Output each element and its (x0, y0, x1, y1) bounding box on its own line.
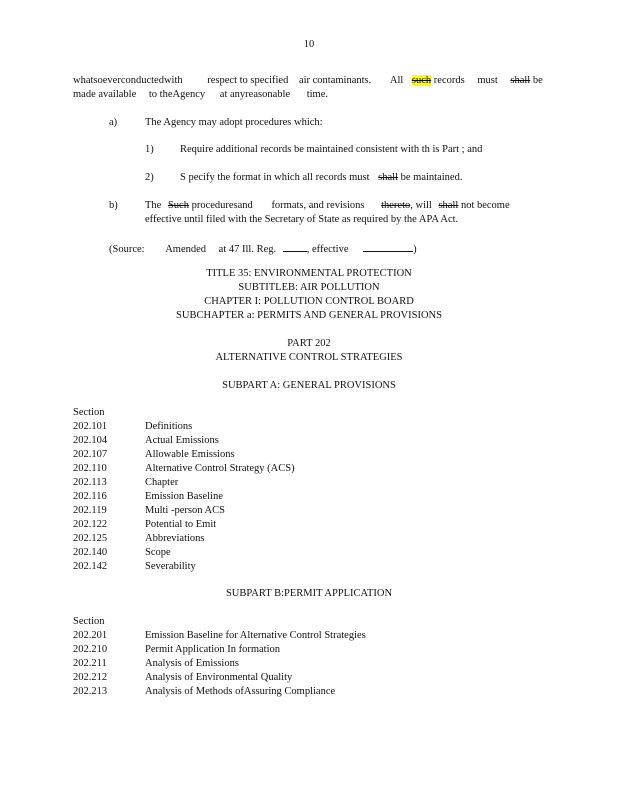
section-title: Severability (145, 561, 196, 572)
subtitle-heading: SUBTITLEB: AIR POLLUTION (238, 282, 380, 293)
blank-effective-date (363, 241, 413, 252)
section-number: 202.142 (73, 561, 108, 572)
title-heading: TITLE 35: ENVIRONMENTAL PROTECTION (206, 268, 412, 279)
section-title: Multi -person ACS (145, 505, 225, 516)
section-title: Permit Application In formation (145, 644, 281, 655)
deleted-word: thereto (381, 200, 411, 211)
part-name-heading: ALTERNATIVE CONTROL STRATEGIES (215, 352, 403, 363)
section-title: Analysis of Methods ofAssuring Compliance (145, 686, 336, 697)
section-title: Emission Baseline for Alternative Control Strategies (145, 630, 366, 641)
subpart-a-heading: SUBPART A: GENERAL PROVISIONS (222, 380, 396, 391)
section-number: 202.201 (73, 630, 108, 641)
section-number: 202.212 (73, 672, 108, 683)
item-a-label: a) (109, 117, 118, 128)
section-title: Chapter (145, 477, 179, 488)
intro-line-2: made available to theAgency at anyreasonable time. (73, 89, 328, 100)
deleted-word: shall (378, 172, 399, 183)
part-heading: PART 202 (287, 338, 331, 349)
section-title: Alternative Control Strategy (ACS) (145, 463, 295, 474)
section-number: 202.104 (73, 435, 108, 446)
deleted-word: shall (438, 200, 459, 211)
blank-register-page (283, 241, 307, 252)
section-number: 202.119 (73, 505, 107, 516)
sub-2-label: 2) (145, 172, 154, 183)
section-title: Allowable Emissions (145, 449, 235, 460)
chapter-heading: CHAPTER I: POLLUTION CONTROL BOARD (204, 296, 414, 307)
section-label: Section (73, 407, 105, 418)
section-number: 202.116 (73, 491, 107, 502)
section-title: Definitions (145, 421, 193, 432)
section-title: Scope (145, 547, 171, 558)
section-title: Potential to Emit (145, 519, 217, 530)
source-note: (Source: Amended at 47 Ill. Reg. , effective ) (109, 241, 417, 256)
subpart-b-heading: SUBPART B:PERMIT APPLICATION (225, 588, 393, 599)
section-number: 202.125 (73, 533, 108, 544)
deleted-word: shall (510, 75, 531, 86)
subchapter-heading: SUBCHAPTER a: PERMITS AND GENERAL PROVISIONS (176, 310, 442, 321)
item-b-line-1: The Such proceduresand formats, and revisions thereto, will shall not become (145, 200, 510, 211)
section-title: Actual Emissions (145, 435, 219, 446)
item-b-label: b) (109, 200, 118, 211)
section-number: 202.122 (73, 519, 108, 530)
highlighted-deleted-word: such (411, 75, 432, 86)
section-title: Analysis of Emissions (145, 658, 239, 669)
section-number: 202.211 (73, 658, 107, 669)
section-label: Section (73, 616, 105, 627)
intro-line-1: whatsoeverconductedwith respect to specified air contaminants. All such records must shall be (73, 75, 543, 86)
section-number: 202.101 (73, 421, 108, 432)
sub-1-text: Require additional records be maintained consistent with th is Part ; and (180, 144, 483, 155)
item-a-text: The Agency may adopt procedures which: (145, 117, 323, 128)
section-number: 202.107 (73, 449, 108, 460)
section-number: 202.110 (73, 463, 107, 474)
section-number: 202.113 (73, 477, 107, 488)
sub-2-text: S pecify the format in which all records must shall be maintained. (180, 172, 463, 183)
section-title: Emission Baseline (145, 491, 223, 502)
section-number: 202.213 (73, 686, 108, 697)
section-title: Abbreviations (145, 533, 205, 544)
section-number: 202.210 (73, 644, 108, 655)
item-b-line-2: effective until filed with the Secretary of State as required by the APA Act. (145, 214, 459, 225)
sub-1-label: 1) (145, 144, 154, 155)
section-title: Analysis of Environmental Quality (145, 672, 293, 683)
deleted-word: Such (167, 200, 189, 211)
section-number: 202.140 (73, 547, 108, 558)
page-number: 10 (303, 39, 315, 50)
